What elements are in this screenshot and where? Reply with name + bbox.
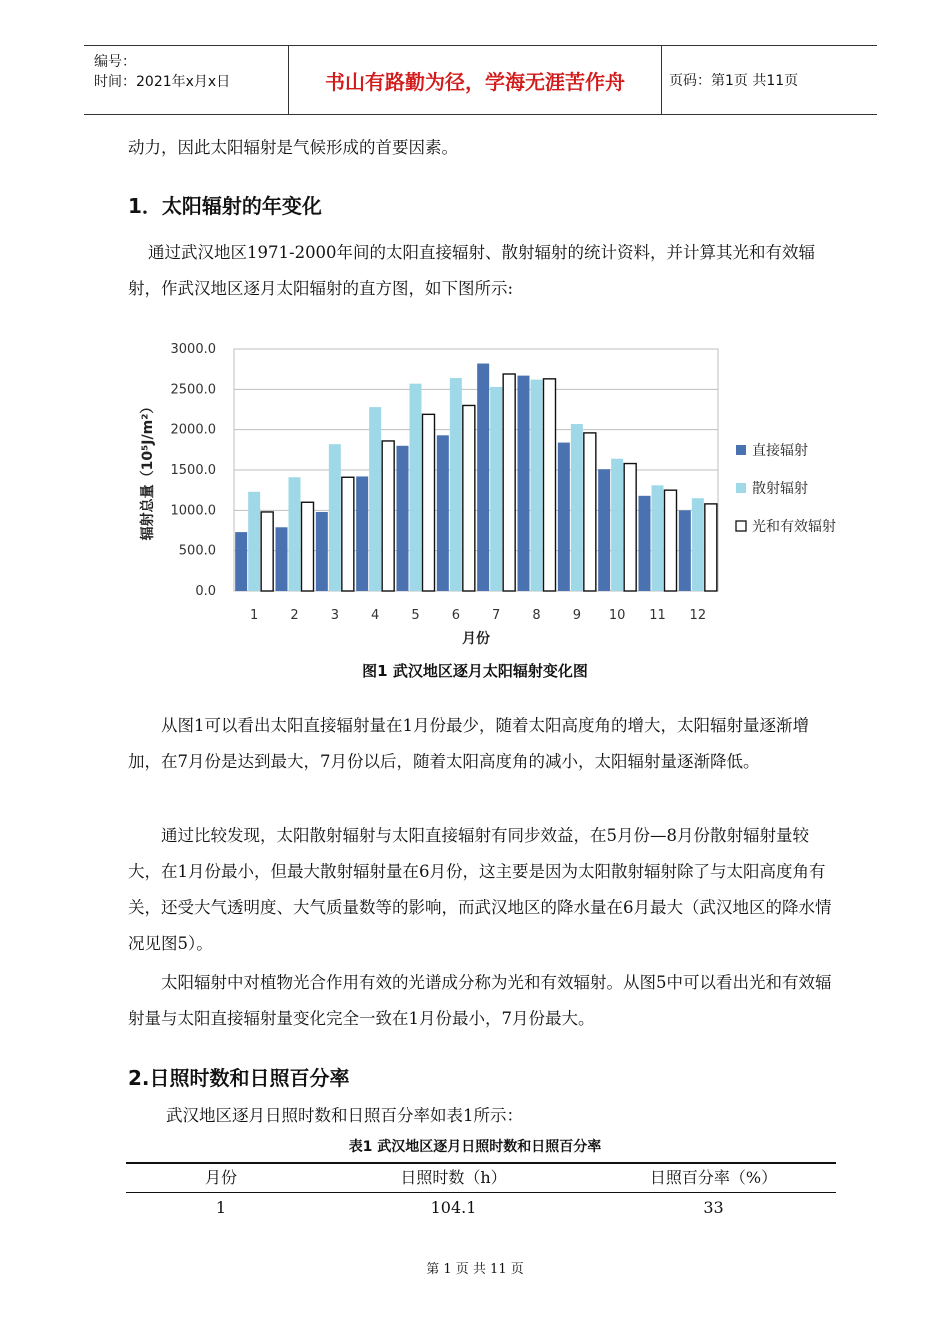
bar-direct <box>356 476 368 591</box>
bar-diffuse <box>410 384 422 591</box>
x-tick-label: 11 <box>649 608 666 623</box>
bar-diffuse <box>571 424 583 591</box>
bar-direct <box>397 446 409 591</box>
legend-label: 直接辐射 <box>752 443 808 459</box>
section1-paragraph-1: 通过武汉地区1971-2000年间的太阳直接辐射、散射辐射的统计资料，并计算其光和有效辐射，作武汉地区逐月太阳辐射的直方图，如下图所示: <box>128 243 816 298</box>
bar-par <box>423 414 435 591</box>
bar-par <box>544 379 556 591</box>
bar-par <box>624 464 636 591</box>
bar-direct <box>477 364 489 591</box>
legend-label: 散射辐射 <box>752 481 808 497</box>
table-header-row <box>126 1164 836 1192</box>
section1-paragraph-4: 太阳辐射中对植物光合作用有效的光谱成分称为光和有效辐射。从图5中可以看出光和有效辐射量与太阳直接辐射量变化完全一致在1月份最小，7月份最大。 <box>128 973 832 1028</box>
header-page-label: 页码：第1页 共11页 <box>669 73 799 89</box>
bar-direct <box>437 435 449 591</box>
bar-direct <box>235 532 247 591</box>
column-header-sunshine-hours: 日照时数（h） <box>400 1168 507 1187</box>
bar-direct <box>518 376 530 591</box>
bar-diffuse <box>289 477 301 591</box>
legend-label: 光和有效辐射 <box>752 519 836 535</box>
y-tick-label: 0.0 <box>195 584 216 599</box>
section2-paragraph-1: 武汉地区逐月日照时数和日照百分率如表1所示： <box>166 1106 523 1125</box>
section2-heading: 2.日照时数和日照百分率 <box>128 1066 350 1090</box>
document-time-label: 时间：2021年x月x日 <box>94 74 231 90</box>
y-tick-label: 3000.0 <box>170 342 216 357</box>
page-header <box>84 45 877 115</box>
table-row <box>126 1194 836 1222</box>
bar-par <box>665 490 677 591</box>
header-motto: 书山有路勤为径，学海无涯苦作舟 <box>288 46 662 114</box>
y-tick-label: 1000.0 <box>170 503 216 519</box>
section1-paragraph-2: 从图1可以看出太阳直接辐射量在1月份最少，随着太阳高度角的增大，太阳辐射量逐渐增加，在7月份是达到最大，7月份以后，随着太阳高度角的减小，太阳辐射量逐渐降低。 <box>128 716 809 771</box>
bar-par <box>382 441 394 591</box>
bar-diffuse <box>652 485 664 591</box>
x-tick-label: 2 <box>290 608 299 623</box>
bar-diffuse <box>329 444 341 591</box>
x-tick-label: 8 <box>532 608 541 623</box>
y-tick-label: 2000.0 <box>170 422 216 438</box>
bar-direct <box>316 512 328 591</box>
y-tick-label: 1500.0 <box>170 463 216 478</box>
bar-par <box>261 512 273 591</box>
x-tick-label: 9 <box>572 608 581 623</box>
bar-diffuse <box>692 498 704 591</box>
intro-tail-text: 动力，因此太阳辐射是气候形成的首要因素。 <box>128 138 458 157</box>
bar-diffuse <box>369 407 381 591</box>
legend-swatch <box>736 521 746 531</box>
legend-swatch <box>736 483 746 493</box>
x-tick-label: 5 <box>411 608 420 623</box>
column-header-month: 月份 <box>204 1168 237 1187</box>
table-cell-month: 1 <box>215 1198 227 1217</box>
section1-paragraph-3: 通过比较发现，太阳散射辐射与太阳直接辐射有同步效益，在5月份—8月份散射辐射量较大，在1月份最小，但最大散射辐射量在6月份，这主要是因为太阳散射辐射除了与太阳高度角有关，还受大气透明度、大气质量数等的影响，而武汉地区的降水量在6月最大（武汉地区的降水情况见图5）。 <box>128 826 832 953</box>
bar-diffuse <box>490 387 502 591</box>
table-cell-sunshine-percent: 33 <box>703 1198 724 1217</box>
y-tick-label: 500.0 <box>178 543 216 559</box>
y-axis-label: 辐射总量（10⁵J/m²） <box>140 399 156 541</box>
page-footer: 第 1 页 共 11 页 <box>426 1262 524 1277</box>
document-number-label: 编号： <box>94 54 136 70</box>
x-tick-label: 10 <box>608 608 626 623</box>
x-axis-label: 月份 <box>462 631 490 647</box>
bar-diffuse <box>611 459 623 591</box>
bar-direct <box>639 496 651 591</box>
section1-heading: 1．太阳辐射的年变化 <box>128 194 322 218</box>
x-tick-label: 1 <box>250 608 259 623</box>
x-tick-label: 3 <box>330 608 339 623</box>
legend-swatch <box>736 445 746 455</box>
bar-diffuse <box>531 380 543 591</box>
bar-direct <box>679 510 691 591</box>
x-tick-label: 12 <box>689 608 707 623</box>
bar-direct <box>598 469 610 591</box>
bar-par <box>463 405 475 591</box>
y-tick-label: 2500.0 <box>170 382 216 398</box>
bar-par <box>705 504 717 591</box>
bar-par <box>584 433 596 591</box>
monthly-radiation-chart <box>128 333 868 658</box>
column-header-sunshine-percent: 日照百分率（%） <box>649 1168 778 1187</box>
bar-direct <box>558 443 570 591</box>
figure-caption: 图1 武汉地区逐月太阳辐射变化图 <box>362 662 588 680</box>
header-info <box>94 46 288 120</box>
x-tick-label: 7 <box>492 608 501 623</box>
bar-par <box>503 374 515 591</box>
bar-diffuse <box>450 378 462 591</box>
bar-par <box>302 502 314 591</box>
table-cell-sunshine-hours: 104.1 <box>430 1198 477 1217</box>
bar-direct <box>276 527 288 591</box>
x-tick-label: 6 <box>451 608 460 623</box>
x-tick-label: 4 <box>371 608 380 623</box>
bar-diffuse <box>248 492 260 591</box>
table-header-rule <box>126 1192 836 1193</box>
bar-par <box>342 477 354 591</box>
table-caption: 表1 武汉地区逐月日照时数和日照百分率 <box>348 1139 602 1155</box>
